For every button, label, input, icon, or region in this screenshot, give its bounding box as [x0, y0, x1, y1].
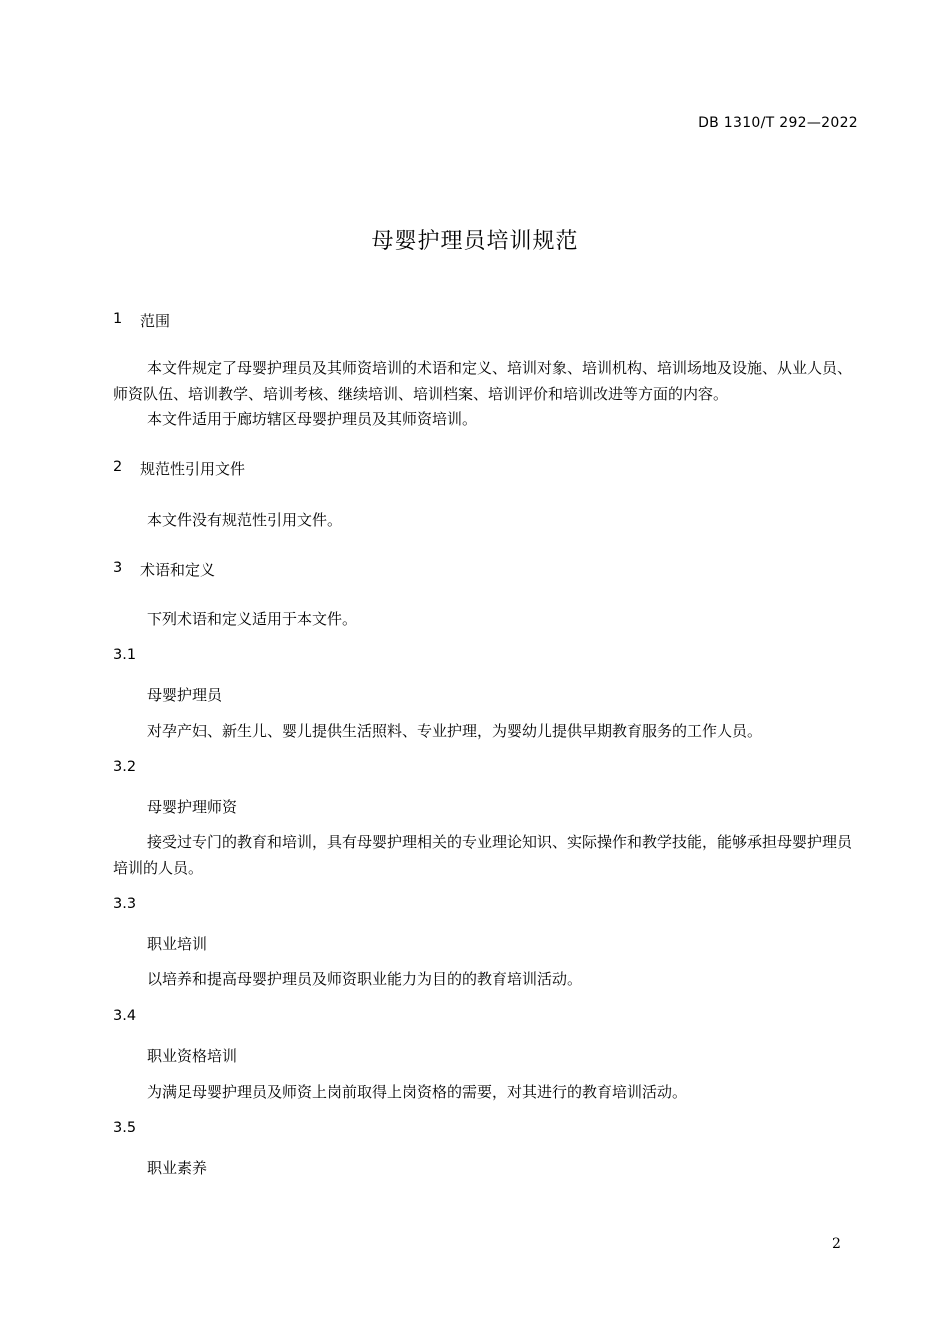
term-title: 母婴护理员: [147, 686, 223, 704]
paragraph-text: 本文件规定了母婴护理员及其师资培训的术语和定义、培训对象、培训机构、培训场地及设施、从业人员、师资队伍、培训教学、培训考核、继续培训、培训档案、培训评价和培训改进等方面的内容。: [113, 359, 853, 403]
section-number: 2: [113, 459, 123, 475]
paragraph: 本文件适用于廊坊辖区母婴护理员及其师资培训。: [147, 410, 478, 428]
term-number: 3.3: [113, 896, 137, 912]
term-title: 母婴护理师资: [147, 798, 238, 816]
term-definition: 对孕产妇、新生儿、婴儿提供生活照料、专业护理，为婴幼儿提供早期教育服务的工作人员。: [147, 722, 763, 740]
term-definition: 以培养和提高母婴护理员及师资职业能力为目的的教育培训活动。: [147, 970, 583, 988]
section-title: 规范性引用文件: [140, 460, 246, 478]
section-number: 1: [113, 311, 123, 327]
term-definition: 接受过专门的教育和培训，具有母婴护理相关的专业理论知识、实际操作和教学技能，能够承担母婴护理员培训的人员。: [113, 833, 853, 877]
page-title: 母婴护理员培训规范: [371, 229, 579, 254]
term-number: 3.4: [113, 1008, 137, 1024]
paragraph: [113, 355, 863, 407]
section-title: 范围: [140, 312, 171, 330]
term-number: 3.2: [113, 759, 137, 775]
term-definition-paragraph: [113, 829, 863, 881]
term-title: 职业资格培训: [147, 1047, 238, 1065]
section-title: 术语和定义: [140, 561, 216, 579]
paragraph: 下列术语和定义适用于本文件。: [147, 610, 358, 628]
term-title: 职业素养: [147, 1159, 208, 1177]
term-title: 职业培训: [147, 935, 208, 953]
term-number: 3.1: [113, 647, 137, 663]
term-number: 3.5: [113, 1120, 137, 1136]
page-number: 2: [832, 1236, 841, 1252]
section-number: 3: [113, 560, 123, 576]
paragraph: 本文件没有规范性引用文件。: [147, 511, 343, 529]
term-definition: 为满足母婴护理员及师资上岗前取得上岗资格的需要，对其进行的教育培训活动。: [147, 1083, 688, 1101]
document-id: DB 1310/T 292—2022: [698, 115, 858, 131]
